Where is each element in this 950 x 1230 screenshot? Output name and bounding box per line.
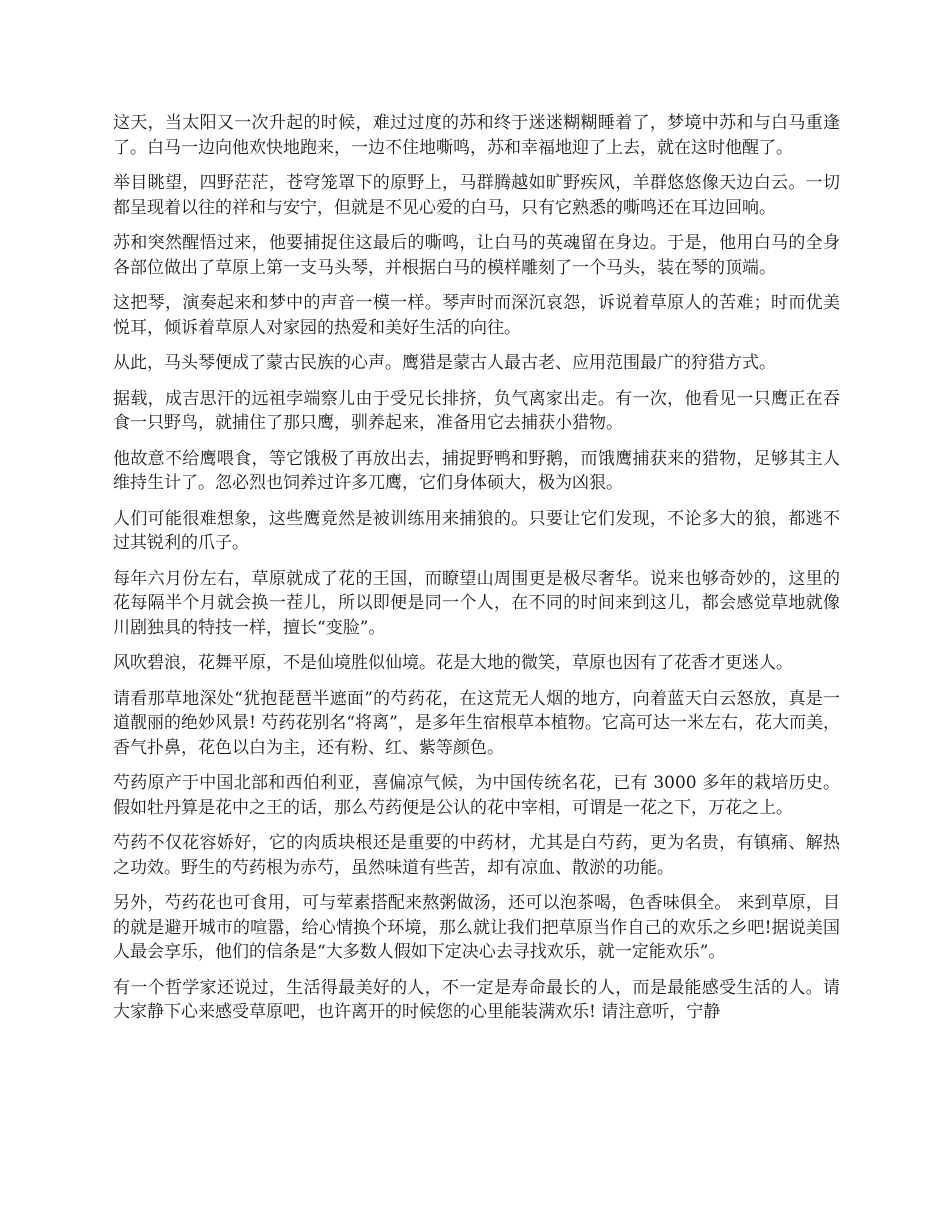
paragraph-1: 这天，当太阳又一次升起的时候，难过过度的苏和终于迷迷糊糊睡着了，梦境中苏和与白马重逢了。白马一边向他欢快地跑来，一边不住地嘶鸣，苏和幸福地迎了上去，就在这时他醒了。 [113,113,840,158]
paragraph-11: 请看那草地深处“犹抱琵琶半遮面”的芍药花，在这荒无人烟的地方，向着蓝天白云怒放，真是一道靓丽的绝妙风景! 芍药花别名“将离”，是多年生宿根草本植物。它高可达一米左右，花大而美，香气扑鼻，花色以白为主，还有粉、红、紫等颜色。 [113,688,840,758]
paragraph-4: 这把琴，演奏起来和梦中的声音一模一样。琴声时而深沉哀怨，诉说着草原人的苦难；时而优美悦耳，倾诉着草原人对家园的热爱和美好生活的向往。 [113,293,840,338]
paragraph-15: 有一个哲学家还说过，生活得最美好的人，不一定是寿命最长的人，而是最能感受生活的人。请大家静下心来感受草原吧，也许离开的时候您的心里能装满欢乐! 请注意听，宁静 [113,977,840,1022]
paragraph-2: 举目眺望，四野茫茫，苍穹笼罩下的原野上，马群腾越如旷野疾风，羊群悠悠像天边白云。一切都呈现着以往的祥和与安宁，但就是不见心爱的白马，只有它熟悉的嘶鸣还在耳边回响。 [113,173,840,218]
paragraph-8: 人们可能很难想象，这些鹰竟然是被训练用来捕狼的。只要让它们发现，不论多大的狼，都逃不过其锐利的爪子。 [113,508,840,553]
paragraph-9: 每年六月份左右，草原就成了花的王国，而瞭望山周围更是极尽奢华。说来也够奇妙的，这里的花每隔半个月就会换一茬儿，所以即便是同一个人，在不同的时间来到这儿，都会感觉草地就像川剧独具的特技一样，擅长“变脸”。 [113,568,840,638]
paragraph-7: 他故意不给鹰喂食，等它饿极了再放出去，捕捉野鸭和野鹅，而饿鹰捕获来的猎物，足够其主人维持生计了。忽必烈也饲养过许多兀鹰，它们身体硕大，极为凶狠。 [113,448,840,493]
paragraph-14: 另外，芍药花也可食用，可与荤素搭配来熬粥做汤，还可以泡茶喝，色香味俱全。 来到草原，目的就是避开城市的喧嚣，给心情换个环境，那么就让我们把草原当作自己的欢乐之乡吧!据说美国人最会享乐，他们的信条是“大多数人假如下定决心去寻找欢乐，就一定能欢乐”。 [113,893,840,962]
paragraph-6: 据载，成吉思汗的远祖孛端察儿由于受兄长排挤，负气离家出走。有一次，他看见一只鹰正在吞食一只野鸟，就捕住了那只鹰，驯养起来，准备用它去捕获小猎物。 [113,388,840,433]
paragraph-12: 芍药原产于中国北部和西伯利亚，喜偏凉气候，为中国传统名花，已有 3000 多年的栽培历史。假如牡丹算是花中之王的话，那么芍药便是公认的花中宰相，可谓是一花之下，万花之上。 [113,773,840,818]
paragraph-13: 芍药不仅花容娇好，它的肉质块根还是重要的中药材，尤其是白芍药，更为名贵，有镇痛、解热之功效。野生的芍药根为赤芍，虽然味道有些苦，却有凉血、散淤的功能。 [113,833,840,878]
paragraph-3: 苏和突然醒悟过来，他要捕捉住这最后的嘶鸣，让白马的英魂留在身边。于是，他用白马的全身各部位做出了草原上第一支马头琴，并根据白马的模样雕刻了一个马头，装在琴的顶端。 [113,233,840,278]
document-body [113,111,840,1036]
paragraph-10: 风吹碧浪，花舞平原，不是仙境胜似仙境。花是大地的微笑，草原也因有了花香才更迷人。 [113,653,793,673]
paragraph-5: 从此，马头琴便成了蒙古民族的心声。鹰猎是蒙古人最古老、应用范围最广的狩猎方式。 [113,353,776,373]
